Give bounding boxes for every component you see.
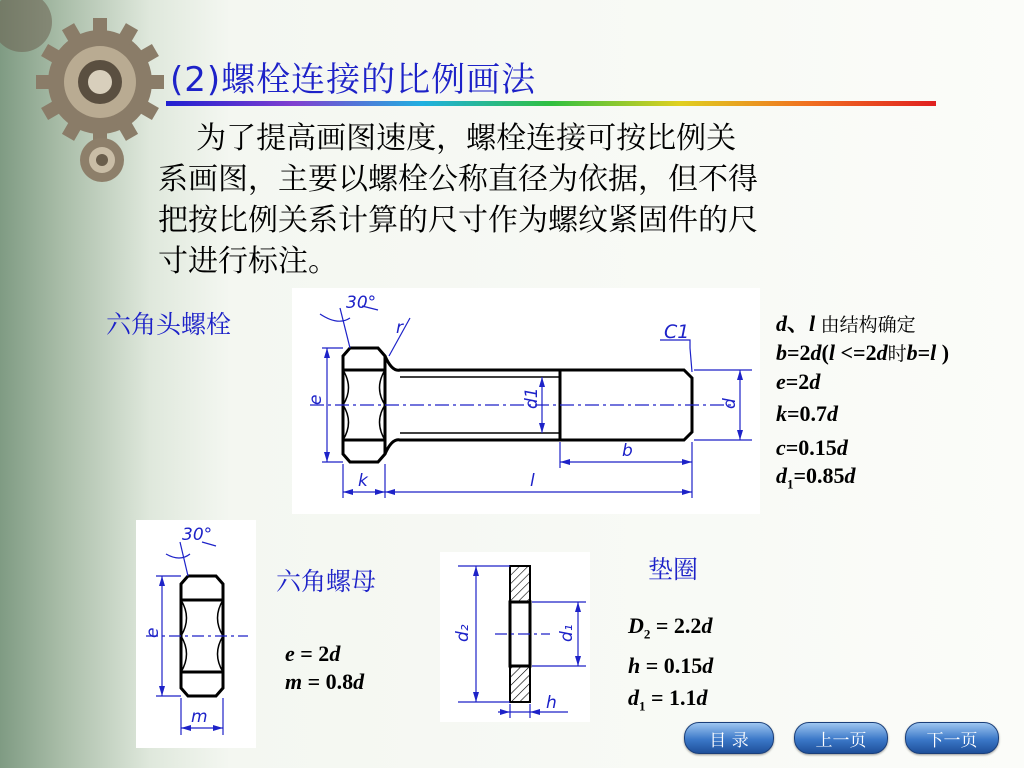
- dim-b-label: b: [622, 441, 633, 461]
- formula-line: $d_1=0.85d$: [776, 463, 856, 492]
- hex-bolt-label: 六角头螺栓: [106, 310, 232, 339]
- dim-l-label: l: [530, 471, 535, 491]
- formula-line: $d_1 = 1.1d$: [628, 685, 708, 714]
- formula-line: m = 0.8d: [285, 669, 365, 694]
- paragraph-line: 系画图，主要以螺栓公称直径为依据，但不得: [158, 162, 758, 197]
- washer-label: 垫圈: [648, 555, 699, 584]
- paragraph-line: 为了提高画图速度，螺栓连接可按比例关: [158, 121, 737, 156]
- prev-page-button[interactable]: 上一页: [794, 722, 888, 754]
- washer-d1-label: d₁: [557, 624, 577, 642]
- formula-line: e = 2d: [285, 641, 341, 666]
- dim-d1-label: d1: [522, 387, 542, 409]
- dim-c1-label: C1: [664, 321, 690, 343]
- dim-r-label: r: [396, 318, 403, 338]
- bolt-formulas: [776, 310, 949, 498]
- formula-line: e=2d: [776, 369, 821, 394]
- dim-e-label: e: [306, 394, 326, 405]
- dim-angle-label: 30°: [346, 293, 377, 313]
- dim-k-label: k: [358, 471, 368, 491]
- formula-line: k=0.7d: [776, 401, 839, 426]
- hex-nut-label: 六角螺母: [276, 567, 377, 596]
- dim-d-label: d: [720, 398, 740, 409]
- next-page-button[interactable]: 下一页: [905, 722, 999, 754]
- hex-nut-drawing: [136, 520, 256, 748]
- formula-line: h = 0.15d: [628, 653, 714, 679]
- washer-d2-label: d₂: [453, 624, 473, 642]
- nut-e-label: e: [143, 627, 163, 638]
- washer-drawing: [440, 552, 590, 722]
- nut-formulas: [285, 640, 364, 696]
- nut-angle-label: 30°: [182, 525, 213, 545]
- intro-paragraph: [158, 118, 958, 282]
- gear-decoration: [0, 0, 170, 200]
- paragraph-line: 寸进行标注。: [158, 244, 338, 279]
- washer-h-label: h: [546, 693, 557, 713]
- title-underline: [166, 101, 936, 106]
- formula-line: $D_2 = 2.2d$: [628, 613, 713, 642]
- nut-m-label: m: [191, 707, 208, 727]
- washer-formulas: [628, 612, 713, 721]
- contents-button[interactable]: 目 录: [684, 722, 774, 754]
- formula-line: d、l 由结构确定: [776, 311, 916, 336]
- hex-bolt-drawing: [292, 288, 760, 514]
- formula-line: c=0.15d: [776, 435, 848, 460]
- formula-line: b=2d(l <=2d时b=l ): [776, 340, 950, 365]
- paragraph-line: 把按比例关系计算的尺寸作为螺纹紧固件的尺: [158, 203, 758, 238]
- page-title: (2)螺栓连接的比例画法: [170, 60, 537, 100]
